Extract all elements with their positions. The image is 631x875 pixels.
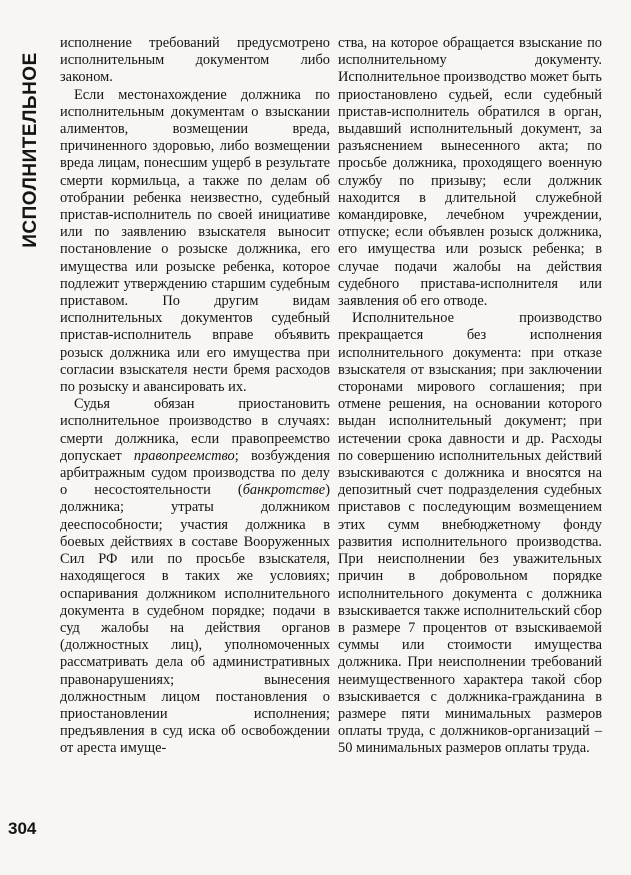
left-column <box>60 35 330 758</box>
paragraph-text: Судья обязан приостановить исполнительное производство в случаях: смерти должника, если правопреемство допускает <box>60 396 330 464</box>
italic-term: правопреемство <box>133 447 235 464</box>
paragraph: Если местонахождение должника по исполнительным документам о взыскании алиментов, возмещении вреда, причиненного здоровью, либо возмещении вреда лицам, понесшим ущерб в результате смерти кормильца, а также по делам об отобрании ребенка неизвестно, судебный пристав-исполнитель по своей инициативе или по заявлению взыскателя выносит постановление о розыске должника, его имущества или розыске ребенка, которое подлежит утверждению старшим судебным приставом. По другим видам исполнительных документов судебный пристав-исполнитель вправе объявить розыск должника или его имущества при согласии взыскателя нести бремя расходов по розыску и авансировать их. <box>60 86 330 396</box>
running-header <box>14 36 48 264</box>
paragraph: исполнение требований предусмотрено исполнительным документом либо законом. <box>60 35 330 86</box>
paragraph <box>60 396 330 757</box>
paragraph-text: ; возбуждения арбитражным судом производства по делу о несостоятельности ( <box>60 447 330 499</box>
page-number: 304 <box>8 819 37 838</box>
italic-term: банкротстве <box>242 482 326 499</box>
paragraph: Исполнительное производство прекращается без исполнения исполнительного документа: при отказе взыскателя от взыскания; при заключении сторонами мирового соглашения; при отмене решения, на основании которого выдан исполнительный документ; при истечении срока давности и др. Расходы по совершению исполнительных действий взыскиваются с должника и вносятся на депозитный счет подразделения судебных приставов с последующим возмещением этих сумм внебюджетному фонду развития исполнительного производства. При неисполнении без уважительных причин в добровольном порядке исполнительного документа с должника взыскивается также исполнительский сбор в размере 7 процентов от взыскиваемой суммы или стоимости имущества должника. При неисполнении требований неимущественного характера такой сбор взыскивается с должника-гражданина в размере пяти минимальных размеров оплаты труда, с должников-организаций – 50 минимальных размеров оплаты труда. <box>338 310 602 757</box>
paragraph-text: ) должника; утраты должником дееспособности; участия должника в боевых действиях в составе Вооруженных Сил РФ или по просьбе взыскателя, находящегося в таких же условиях; оспаривания должником исполнительного документа в судебном порядке; подачи в суд жалобы на действия органов (должностных лиц), уполномоченных рассматривать дела об административных правонарушениях; вынесения должностным лицом постановления о приостановлении исполнения; предъявления в суд иска об освобождении от ареста имуще- <box>60 482 330 757</box>
paragraph: ства, на которое обращается взыскание по исполнительному документу. Исполнительное производство может быть приостановлено судьей, если судебный пристав-исполнитель обратился в орган, выдавший исполнительный документ, за разъяснением вынесенного акта; по просьбе должника, проходящего военную службу по призыву; если должник находится в длительной служебной командировке, лечебном учреждении, отпуске; если объявлен розыск должника, его имущества или розыск ребенка; в случае подачи жалобы на действия судебного пристава-исполнителя или заявления об его отводе. <box>338 35 602 310</box>
right-column <box>338 35 602 758</box>
running-header-text: ИСПОЛНИТЕЛЬНОЕ <box>20 52 41 248</box>
